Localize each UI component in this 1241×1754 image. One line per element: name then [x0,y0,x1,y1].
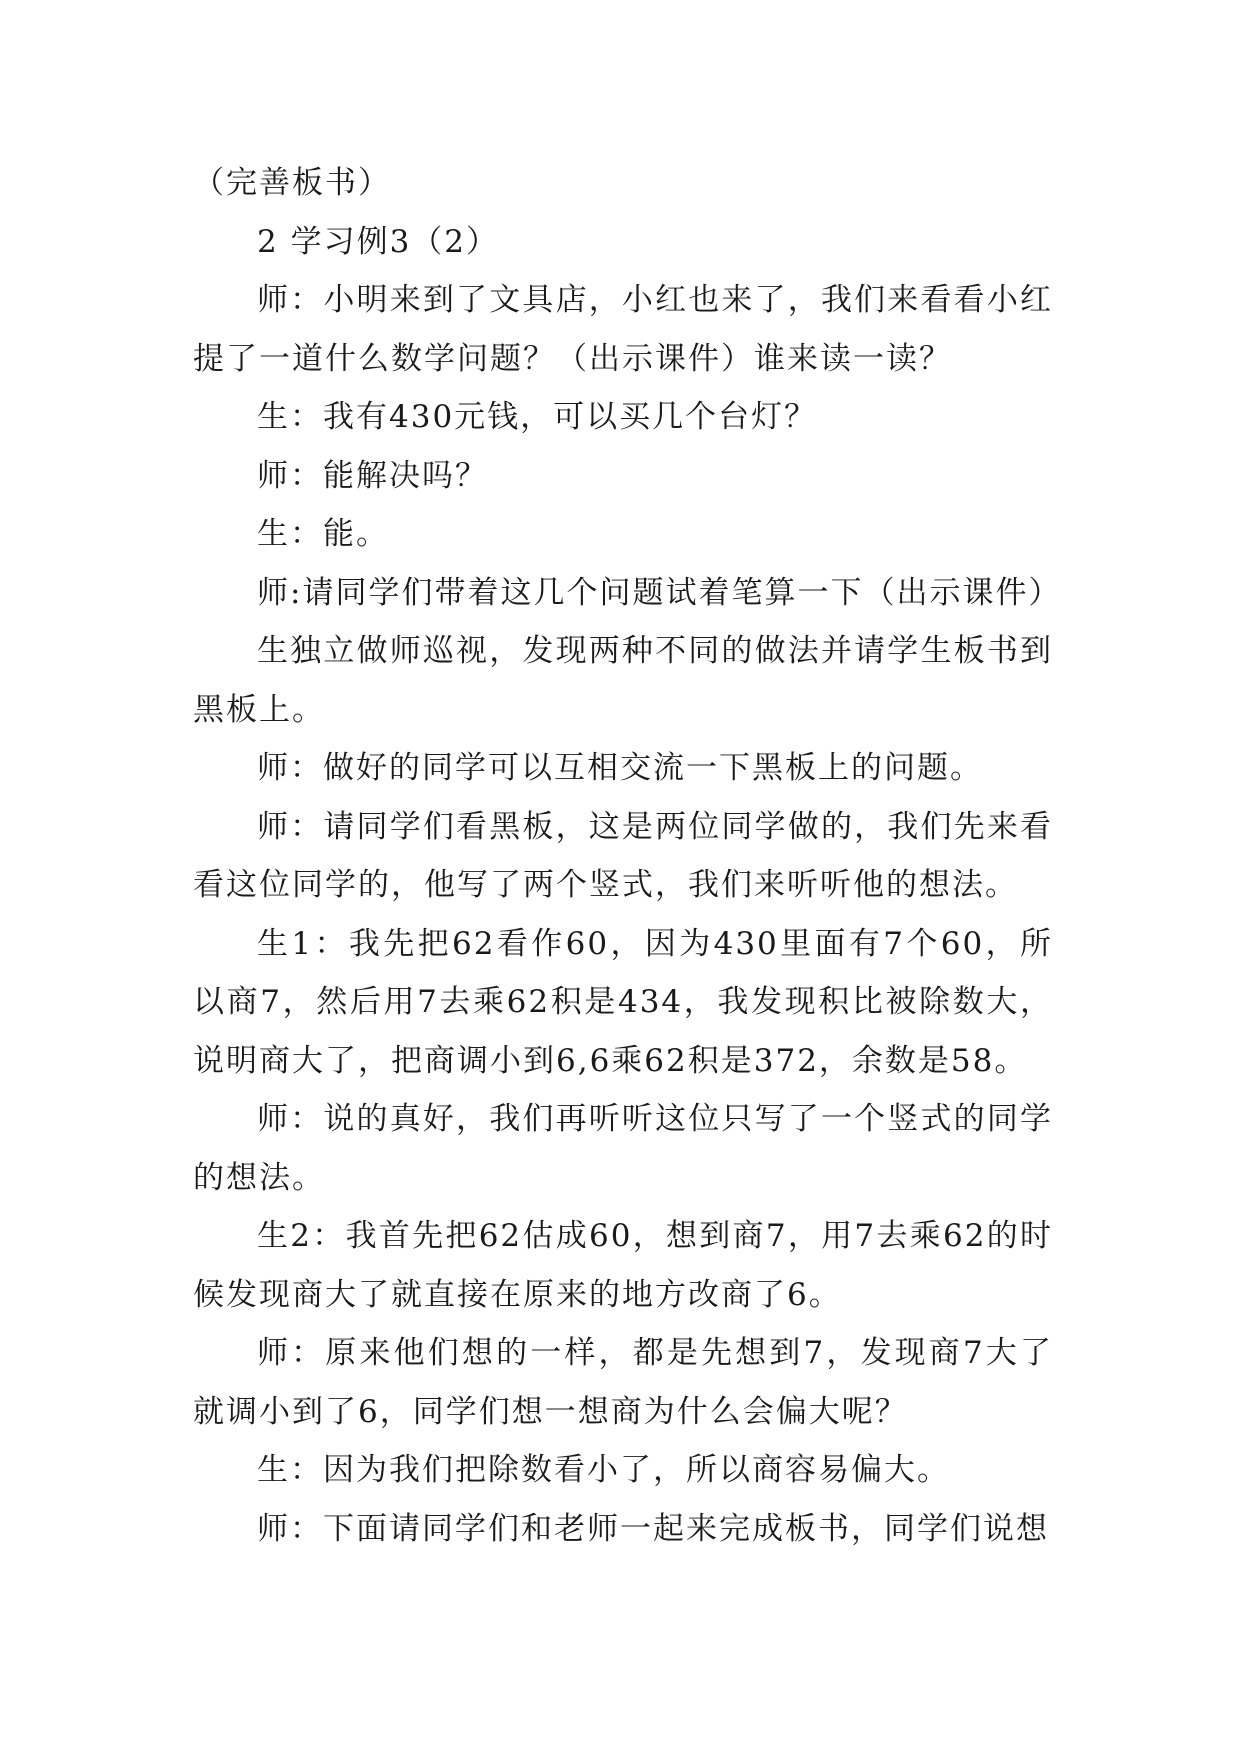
paragraph-teacher-6: 师：说的真好，我们再听听这位只写了一个竖式的同学的想法。 [193,1101,1053,1196]
section-heading: 2 学习例3（2） [257,223,500,260]
paragraph-student-1: 生：我有430元钱，可以买几个台灯？ [257,399,818,435]
paragraph-student-3: 生1：我先把62看作60，因为430里面有7个60，所以商7，然后用7去乘62积是434，我发现积比被除数大，说明商大了，把商调小到6,6乘62积是372，余数是58。 [193,925,1053,1079]
paragraph-teacher-8: 师：下面请同学们和老师一起来完成板书，同学们说想 [257,1510,1049,1547]
paragraph-teacher-3: 师:请同学们带着这几个问题试着笔算一下（出示课件） [257,574,1062,611]
paragraph-teacher-2: 师：能解决吗？ [257,457,488,494]
paragraph-narration-1: 生独立做师巡视，发现两种不同的做法并请学生板书到黑板上。 [193,633,1053,728]
paragraph-teacher-5: 师：请同学们看黑板，这是两位同学做的，我们先来看看这位同学的，他写了两个竖式，我们来听听他的想法。 [193,808,1053,903]
paragraph-teacher-4: 师：做好的同学可以互相交流一下黑板上的问题。 [257,750,983,786]
paragraph-teacher-1: 师：小明来到了文具店，小红也来了，我们来看看小红提了一道什么数学问题？（出示课件）谁来读一读？ [193,282,1053,377]
paragraph-teacher-7: 师：原来他们想的一样，都是先想到7，发现商7大了就调小到了6，同学们想一想商为什么会偏大呢？ [193,1335,1053,1430]
paragraph-board-note: （完善板书） [193,165,391,201]
paragraph-student-4: 生2：我首先把62估成60，想到商7，用7去乘62的时候发现商大了就直接在原来的地方改商了6。 [193,1218,1053,1313]
paragraph-student-2: 生：能。 [257,516,389,552]
paragraph-student-5: 生：因为我们把除数看小了，所以商容易偏大。 [257,1452,950,1488]
document-body [193,154,1062,1558]
